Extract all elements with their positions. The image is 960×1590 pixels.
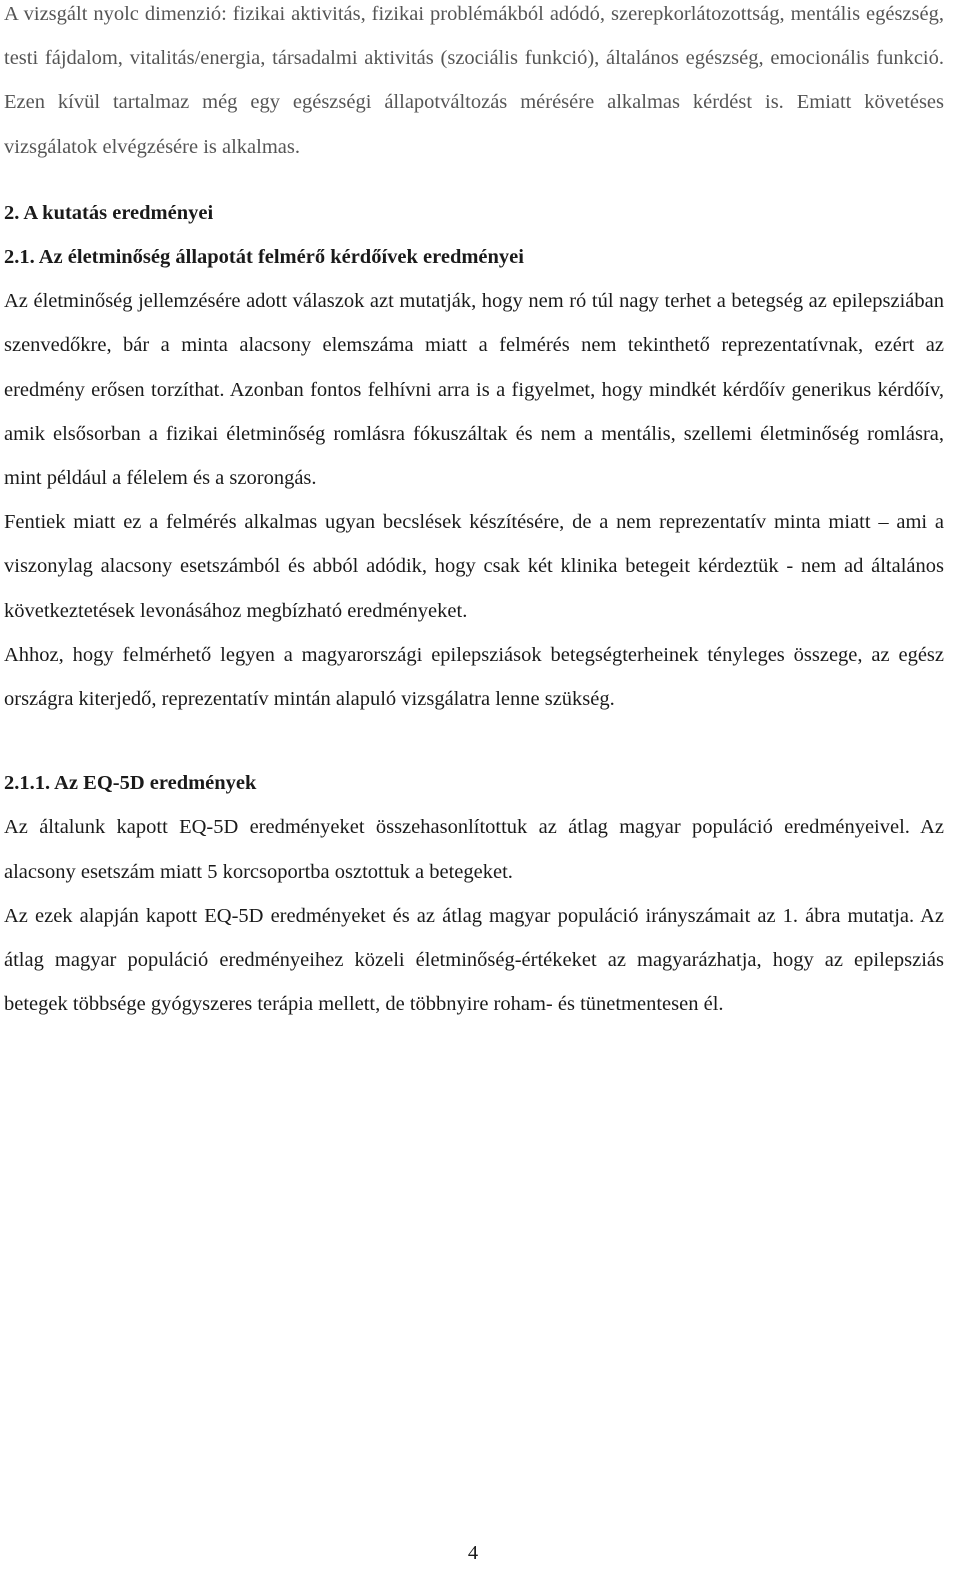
document-page [4,0,944,1026]
page-number: 4 [467,1542,479,1564]
body-paragraph: Az ezek alapján kapott EQ-5D eredményeket és az átlag magyar populáció irányszámait az 1. ábra mutatja. Az átlag magyar populáció eredményeihez közeli életminőség-értékeket az magyarázhatja, hogy az epilepsziás betegek többsége gyógyszeres terápia mellett, de többnyire roham- és tünetmentesen él. [4,904,944,1016]
body-paragraph: Az életminőség jellemzésére adott válaszok azt mutatják, hogy nem ró túl nagy terhet a betegség az epilepsziában szenvedőkre, bár a minta alacsony elemszáma miatt a felmérés nem tekinthető reprezentatívnak, ezért az eredmény erősen torzíthat. Azonban fontos felhívni arra is a figyelmet, hogy mindkét kérdőív generikus kérdőív, amik elsősorban a fizikai életminőség romlásra fókuszáltak és nem a mentális, szellemi életminőség romlásra, mint például a félelem és a szorongás. [4,290,944,490]
body-paragraph: Fentiek miatt ez a felmérés alkalmas ugyan becslések készítésére, de a nem reprezentatív minta miatt – ami a viszonylag alacsony esetszámból és abból adódik, hogy csak két klinika betegeit kérdeztük - nem ad általános következtetések levonásához megbízható eredményeket. [4,511,944,622]
intro-paragraph: A vizsgált nyolc dimenzió: fizikai aktivitás, fizikai problémákból adódó, szerepkorlátozottság, mentális egészség, testi fájdalom, vitalitás/energia, társadalmi aktivitás (szociális funkció), általános egészség, emocionális funkció. Ezen kívül tartalmaz még egy egészségi állapotváltozás mérésére alkalmas kérdést is. Emiatt követéses vizsgálatok elvégzésére is alkalmas. [4,3,944,158]
subsection-heading: 2.1. Az életminőség állapotát felmérő kérdőívek eredményei [4,246,524,269]
body-paragraph: Az általunk kapott EQ-5D eredményeket összehasonlítottuk az átlag magyar populáció eredményeivel. Az alacsony esetszám miatt 5 korcsoportba osztottuk a betegeket. [4,816,944,883]
body-paragraph: Ahhoz, hogy felmérhető legyen a magyarországi epilepsziások betegségterheinek tényleges összege, az egész országra kiterjedő, reprezentatív mintán alapuló vizsgálatra lenne szükség. [4,643,944,711]
section-heading: 2. A kutatás eredményei [4,201,214,224]
subsubsection-heading: 2.1.1. Az EQ-5D eredmények [4,772,257,795]
